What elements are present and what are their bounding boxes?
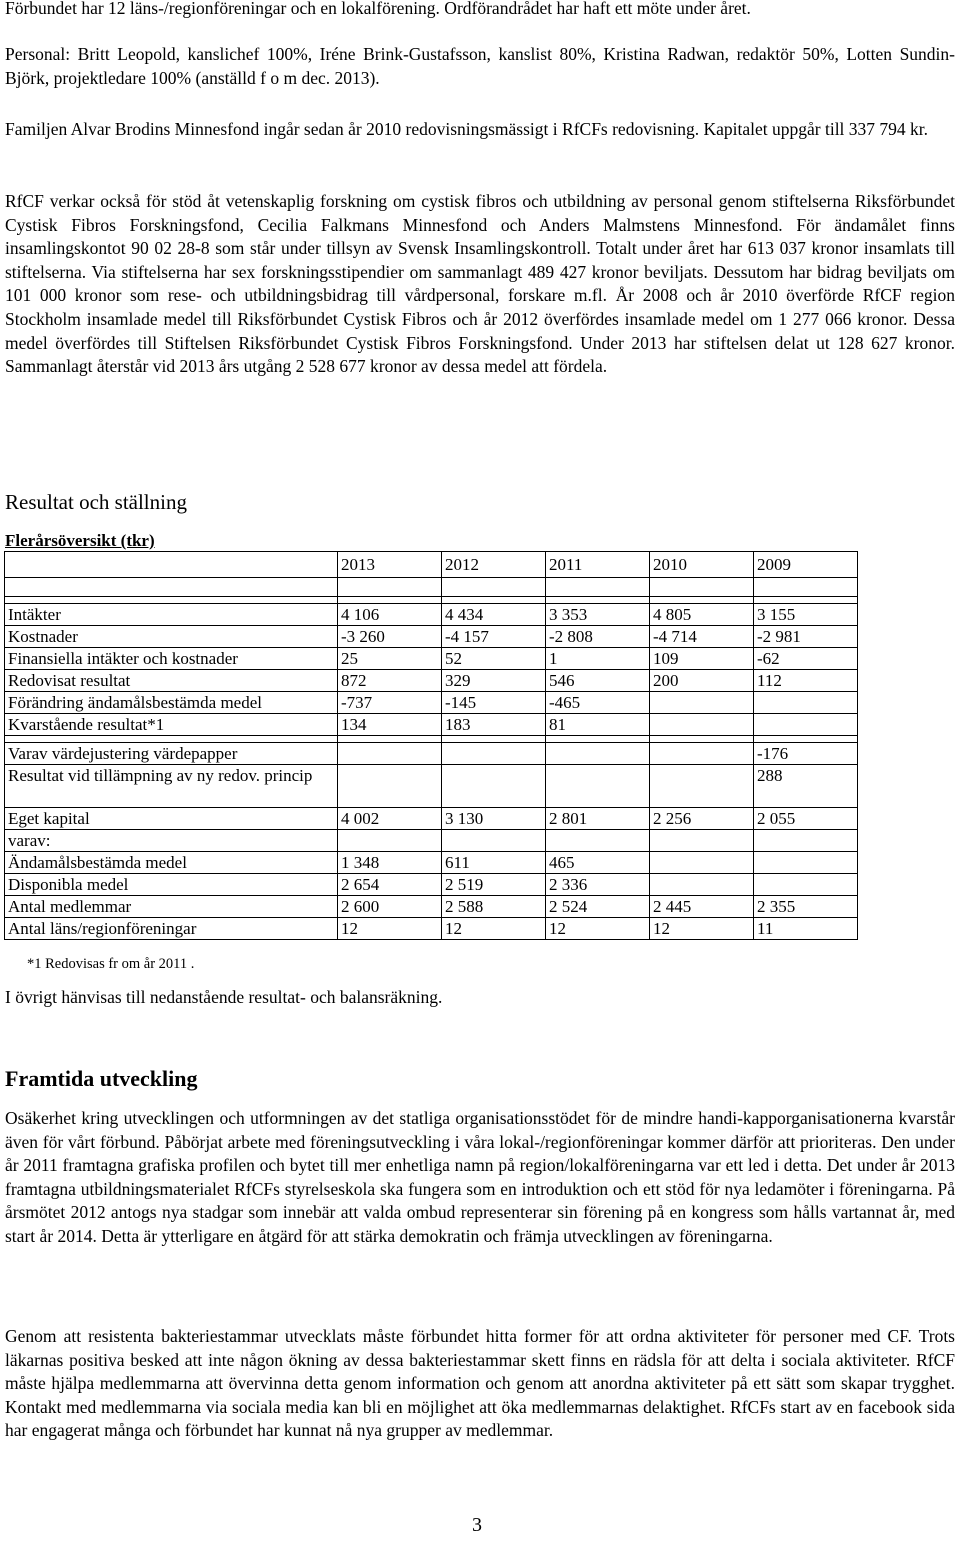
row-value: -2 808 [546, 626, 650, 648]
table-row [5, 918, 858, 940]
gap-cell [5, 736, 338, 743]
row-value: 2 445 [650, 896, 754, 918]
row-value: 2 524 [546, 896, 650, 918]
row-value: 2 055 [754, 808, 858, 830]
gap-cell [650, 736, 754, 743]
header-blank-cell [5, 552, 338, 578]
table-row [5, 808, 858, 830]
row-value [338, 743, 442, 765]
row-value: -737 [338, 692, 442, 714]
row-label: Finansiella intäkter och kostnader [5, 648, 338, 670]
staff-paragraph: Personal: Britt Leopold, kanslichef 100%, Iréne Brink-Gustafsson, kanslist 80%, Kristina Radwan, redaktör 50%, Lotten Sundin-Björk, projektledare 100% (anställd f o m dec. 2013). [5, 44, 955, 88]
row-value: 12 [442, 918, 546, 940]
row-value [650, 743, 754, 765]
row-label: Intäkter [5, 604, 338, 626]
row-value: 25 [338, 648, 442, 670]
row-value: 329 [442, 670, 546, 692]
row-label: Kostnader [5, 626, 338, 648]
row-value [442, 830, 546, 852]
future-development-heading: Framtida utveckling [5, 1066, 198, 1091]
table-gap-row [5, 736, 858, 743]
spacer-cell [650, 578, 754, 597]
row-value [650, 874, 754, 896]
row-label: Redovisat resultat [5, 670, 338, 692]
row-value: 2 654 [338, 874, 442, 896]
row-value: -465 [546, 692, 650, 714]
row-label: Resultat vid tillämpning av ny redov. princip [5, 765, 338, 808]
row-value: 2 519 [442, 874, 546, 896]
row-value [442, 743, 546, 765]
row-value: -2 981 [754, 626, 858, 648]
future-paragraph-2: Genom att resistenta bakteriestammar utvecklats måste förbundet hitta former för att ordna aktiviteter för personer med CF. Trots läkarnas positiva besked att inte någon ökning av dessa bakteriestammar skett finns en rädsla för att delta i sociala aktiviteter. RfCF måste hjälpa medlemmarna att övervinna detta genom information och genom att anordna aktiviteter på ett sätt som skapar trygghet. Kontakt med medlemmarna via sociala media kan bli en möjlighet att öka medlemmarnas delaktighet. RfCFs start av en facebook sida har engagerat många och förbundet har kunnat nå nya grupper av medlemmar. [5, 1326, 955, 1441]
result-heading: Resultat och ställning [5, 490, 187, 514]
year-header: 2009 [754, 552, 858, 578]
row-value: 12 [546, 918, 650, 940]
gap-cell [5, 597, 338, 604]
row-value [650, 692, 754, 714]
multi-year-overview-heading: Flerårsöversikt (tkr) [5, 531, 155, 550]
row-value: 872 [338, 670, 442, 692]
row-value: 2 801 [546, 808, 650, 830]
row-value: 4 002 [338, 808, 442, 830]
spacer-cell [754, 578, 858, 597]
row-value: 183 [442, 714, 546, 736]
row-value [546, 765, 650, 808]
year-header: 2013 [338, 552, 442, 578]
row-value [338, 830, 442, 852]
gap-cell [442, 597, 546, 604]
row-value: -4 157 [442, 626, 546, 648]
row-label: Disponibla medel [5, 874, 338, 896]
page-number: 3 [472, 1514, 482, 1536]
table-row [5, 830, 858, 852]
row-value [338, 765, 442, 808]
year-header: 2011 [546, 552, 650, 578]
row-value: -145 [442, 692, 546, 714]
table-row [5, 714, 858, 736]
row-value: 3 130 [442, 808, 546, 830]
row-value: 81 [546, 714, 650, 736]
row-label: Kvarstående resultat*1 [5, 714, 338, 736]
row-value [754, 874, 858, 896]
row-value [546, 830, 650, 852]
research-support-paragraph: RfCF verkar också för stöd åt vetenskaplig forskning om cystisk fibros och utbildning av personal genom stiftelserna Riksförbundet Cystisk Fibros Forskningsfond, Cecilia Falkmans Minnesfond och Anders Malmstens Minnesfond. För ändamålet finns insamlingskontot 90 02 28-8 som står under tillsyn av Svensk Insamlingskontroll. Totalt under året har 613 037 kronor insamlats till stiftelserna. Via stiftelserna har sex forskningsstipendier om sammanlagt 489 427 kronor beviljats. Dessutom har bidrag beviljats om 101 000 kronor som rese- och utbildningsbidrag till vårdpersonal, forskare m.fl. År 2008 och år 2010 överförde RfCF region Stockholm insamlade medel till Riksförbundet Cystisk Fibros och år 2012 överfördes insamlade medel om 1 277 066 kronor. Dessa medel överfördes till Stiftelsen Riksförbundet Cystisk Fibros Forskningsfond. Under 2013 har stiftelsen delat ut 128 627 kronor. Sammanlagt återstår vid 2013 års utgång 2 528 677 kronor av dessa medel att fördela. [5, 191, 955, 377]
row-value: 4 434 [442, 604, 546, 626]
table-row [5, 896, 858, 918]
row-value: 2 588 [442, 896, 546, 918]
row-value: 52 [442, 648, 546, 670]
gap-cell [338, 736, 442, 743]
memorial-fund-paragraph: Familjen Alvar Brodins Minnesfond ingår sedan år 2010 redovisningsmässigt i RfCFs redovisning. Kapitalet uppgår till 337 794 kr. [5, 119, 929, 139]
gap-cell [650, 597, 754, 604]
row-value: 4 805 [650, 604, 754, 626]
table-row [5, 692, 858, 714]
row-value: 465 [546, 852, 650, 874]
row-label: Ändamålsbestämda medel [5, 852, 338, 874]
row-value: 12 [650, 918, 754, 940]
row-value [442, 765, 546, 808]
row-value: 288 [754, 765, 858, 808]
row-value [754, 852, 858, 874]
row-value [754, 714, 858, 736]
row-label: Eget kapital [5, 808, 338, 830]
reference-text: I övrigt hänvisas till nedanstående resultat- och balansräkning. [5, 987, 443, 1007]
row-value: 2 355 [754, 896, 858, 918]
gap-cell [754, 736, 858, 743]
row-value [650, 830, 754, 852]
table-row [5, 765, 858, 808]
year-header: 2012 [442, 552, 546, 578]
row-value: 4 106 [338, 604, 442, 626]
row-value: -3 260 [338, 626, 442, 648]
row-value: 200 [650, 670, 754, 692]
row-value: 12 [338, 918, 442, 940]
row-value: 3 155 [754, 604, 858, 626]
row-value: 112 [754, 670, 858, 692]
table-row [5, 670, 858, 692]
row-value: 2 336 [546, 874, 650, 896]
row-value: 134 [338, 714, 442, 736]
spacer-cell [546, 578, 650, 597]
row-label: Antal läns/regionföreningar [5, 918, 338, 940]
row-value: 2 600 [338, 896, 442, 918]
row-value: 1 348 [338, 852, 442, 874]
multi-year-overview-table [4, 551, 858, 940]
future-paragraph-1: Osäkerhet kring utvecklingen och utformningen av det statliga organisationsstödet för de mindre handi-kapporganisationerna kvarstår även för vårt förbund. Påbörjat arbete med föreningsutveckling i våra lokal-/regionföreningar kommer därför att prioriteras. Den under år 2011 framtagna grafiska profilen och bytet till mer enhetliga namn på region/lokalföreningarna var ett led i detta. Det under år 2013 framtagna utbildningsmaterialet RfCFs styrelseskola ska fungera som en introduktion och ett stöd för nya ledamöter i föreningarna. På årsmötet 2012 antogs nya stadgar som innebär att valda ombud representerar sin förening på en kongress som hålls vartannat år, med start år 2014. Detta är ytterligare en åtgärd för att stärka demokratin och främja utvecklingen av föreningarna. [5, 1108, 955, 1246]
row-value: 11 [754, 918, 858, 940]
row-value: -4 714 [650, 626, 754, 648]
row-label: Varav värdejustering värdepapper [5, 743, 338, 765]
row-value: 546 [546, 670, 650, 692]
table-row [5, 604, 858, 626]
gap-cell [546, 597, 650, 604]
row-value [546, 743, 650, 765]
intro-paragraph-associations: Förbundet har 12 läns-/regionföreningar och en lokalförening. Ordförandrådet har haft ett möte under året. [5, 0, 751, 18]
row-value [754, 830, 858, 852]
row-label: varav: [5, 830, 338, 852]
row-value: 1 [546, 648, 650, 670]
row-value: 2 256 [650, 808, 754, 830]
row-label: Förändring ändamålsbestämda medel [5, 692, 338, 714]
table-row [5, 648, 858, 670]
row-value [650, 765, 754, 808]
year-header: 2010 [650, 552, 754, 578]
table-row [5, 743, 858, 765]
gap-cell [442, 736, 546, 743]
spacer-cell [338, 578, 442, 597]
row-value [754, 692, 858, 714]
table-row [5, 852, 858, 874]
row-value: 3 353 [546, 604, 650, 626]
row-value: 109 [650, 648, 754, 670]
row-value: -62 [754, 648, 858, 670]
gap-cell [338, 597, 442, 604]
row-value: -176 [754, 743, 858, 765]
gap-cell [754, 597, 858, 604]
table-spacer-row [5, 578, 858, 597]
row-value [650, 714, 754, 736]
row-label: Antal medlemmar [5, 896, 338, 918]
table-header-row [5, 552, 858, 578]
table-gap-row [5, 597, 858, 604]
spacer-cell [5, 578, 338, 597]
table-row [5, 626, 858, 648]
table-footnote: *1 Redovisas fr om år 2011 . [27, 956, 195, 972]
spacer-cell [442, 578, 546, 597]
row-value [650, 852, 754, 874]
gap-cell [546, 736, 650, 743]
table-row [5, 874, 858, 896]
row-value: 611 [442, 852, 546, 874]
